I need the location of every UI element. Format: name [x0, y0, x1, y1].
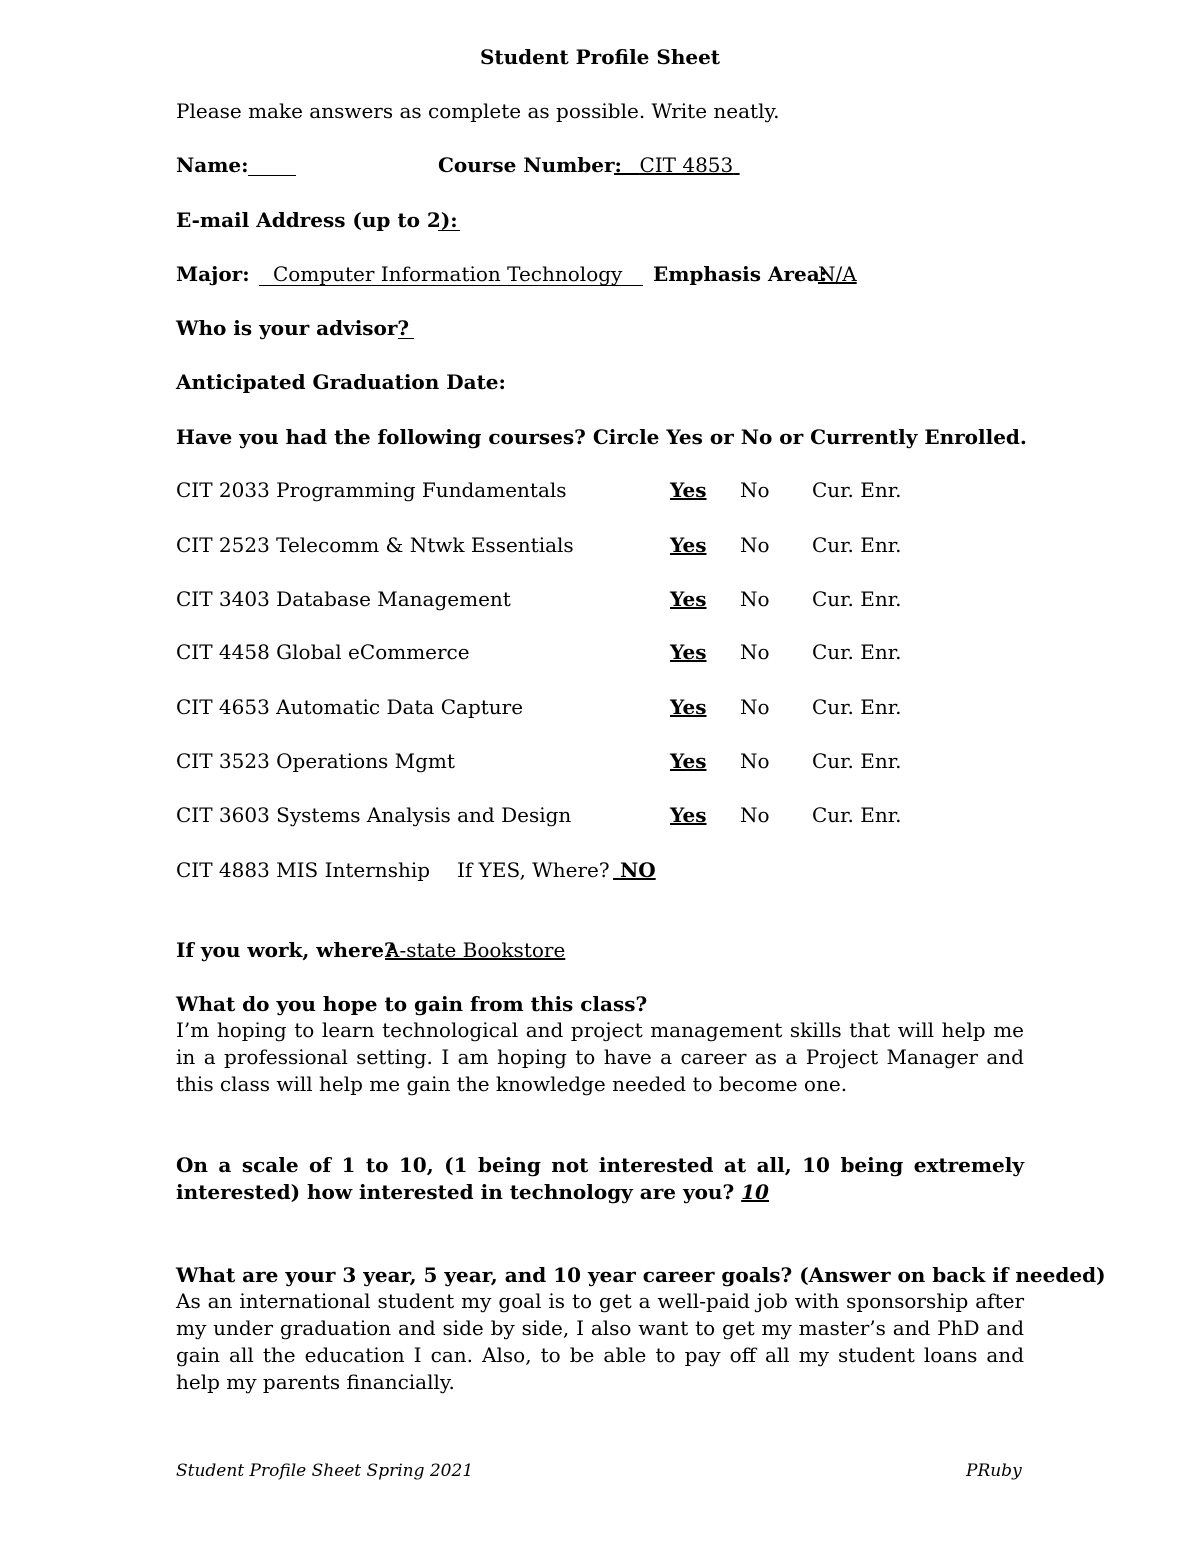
major-label: Major:	[176, 262, 250, 286]
course-name: CIT 3603 Systems Analysis and Design	[176, 803, 572, 827]
course-name: CIT 2523 Telecomm & Ntwk Essentials	[176, 533, 574, 557]
scale-question-block	[176, 1152, 1024, 1206]
goals-answer[interactable]: As an international student my goal is to get a well-paid job with sponsorship after my under graduation and side by side, I also want to get my master’s and PhD and gain all the education I can. Also, to be able to pay off all my student loans and help my parents financially.	[176, 1289, 1024, 1394]
course-name: CIT 4653 Automatic Data Capture	[176, 695, 524, 719]
instructions: Please make answers as complete as possible. Write neatly.	[176, 99, 780, 123]
option-no[interactable]: No	[740, 478, 770, 502]
option-no[interactable]: No	[740, 749, 770, 773]
gain-question: What do you hope to gain from this class?	[176, 992, 648, 1016]
option-no[interactable]: No	[740, 695, 770, 719]
major-field[interactable]	[259, 264, 643, 286]
course-number-value: CIT 4853	[639, 153, 734, 177]
option-yes[interactable]: Yes	[670, 478, 707, 502]
work-label: If you work, where?	[176, 938, 396, 962]
option-cur-enr[interactable]: Cur. Enr.	[812, 533, 902, 557]
footer-left: Student Profile Sheet Spring 2021	[176, 1461, 474, 1481]
emphasis-label: Emphasis Area:	[653, 262, 828, 286]
name-label: Name:	[176, 153, 249, 177]
work-field[interactable]: A-state Bookstore	[385, 938, 566, 962]
goals-question: What are your 3 year, 5 year, and 10 year career goals? (Answer on back if needed)	[176, 1263, 1106, 1287]
option-yes[interactable]: Yes	[670, 695, 707, 719]
course-number-underline-pad	[733, 153, 739, 177]
option-yes[interactable]: Yes	[670, 640, 707, 664]
advisor-field[interactable]	[398, 320, 414, 339]
course-number-field[interactable]	[614, 155, 740, 175]
option-cur-enr[interactable]: Cur. Enr.	[812, 803, 902, 827]
option-no[interactable]: No	[740, 803, 770, 827]
course-name: CIT 3403 Database Management	[176, 587, 511, 611]
option-cur-enr[interactable]: Cur. Enr.	[812, 587, 902, 611]
internship-value: NO	[619, 858, 656, 882]
footer-right: PRuby	[966, 1461, 1022, 1481]
emphasis-field[interactable]: N/A	[818, 262, 857, 286]
internship-underline-pad	[613, 858, 620, 882]
major-value: Computer Information Technology	[273, 262, 623, 286]
option-cur-enr[interactable]: Cur. Enr.	[812, 695, 902, 719]
course-number-label: Course Number:	[438, 153, 622, 177]
gain-answer[interactable]: I’m hoping to learn technological and project management skills that will help me in a professional setting. I am hoping to have a career as a Project Manager and this class will help me gain the knowledge needed to become one.	[176, 1018, 1024, 1096]
option-yes[interactable]: Yes	[670, 803, 707, 827]
option-cur-enr[interactable]: Cur. Enr.	[812, 640, 902, 664]
course-name: CIT 3523 Operations Mgmt	[176, 749, 455, 773]
option-no[interactable]: No	[740, 587, 770, 611]
scale-question: On a scale of 1 to 10, (1 being not interested at all, 10 being extremely interested) how interested in technology are you?	[176, 1153, 1024, 1204]
course-name: CIT 4458 Global eCommerce	[176, 640, 470, 664]
option-cur-enr[interactable]: Cur. Enr.	[812, 478, 902, 502]
advisor-label: Who is your advisor?	[176, 316, 410, 340]
page-title: Student Profile Sheet	[479, 45, 721, 69]
option-yes[interactable]: Yes	[670, 587, 707, 611]
internship-label: If YES, Where?	[457, 858, 610, 882]
course-number-underline-pad	[614, 153, 639, 177]
option-cur-enr[interactable]: Cur. Enr.	[812, 749, 902, 773]
graduation-label: Anticipated Graduation Date:	[176, 370, 506, 394]
option-no[interactable]: No	[740, 533, 770, 557]
internship-field[interactable]	[613, 860, 656, 880]
scale-value[interactable]: 10	[741, 1180, 769, 1204]
internship-course: CIT 4883 MIS Internship	[176, 858, 431, 882]
email-field[interactable]	[438, 212, 460, 231]
course-name: CIT 2033 Programming Fundamentals	[176, 478, 567, 502]
option-no[interactable]: No	[740, 640, 770, 664]
option-yes[interactable]: Yes	[670, 749, 707, 773]
courses-question: Have you had the following courses? Circle Yes or No or Currently Enrolled.	[176, 425, 1027, 449]
email-label: E-mail Address (up to 2):	[176, 208, 458, 232]
option-yes[interactable]: Yes	[670, 533, 707, 557]
name-field[interactable]	[248, 157, 296, 176]
